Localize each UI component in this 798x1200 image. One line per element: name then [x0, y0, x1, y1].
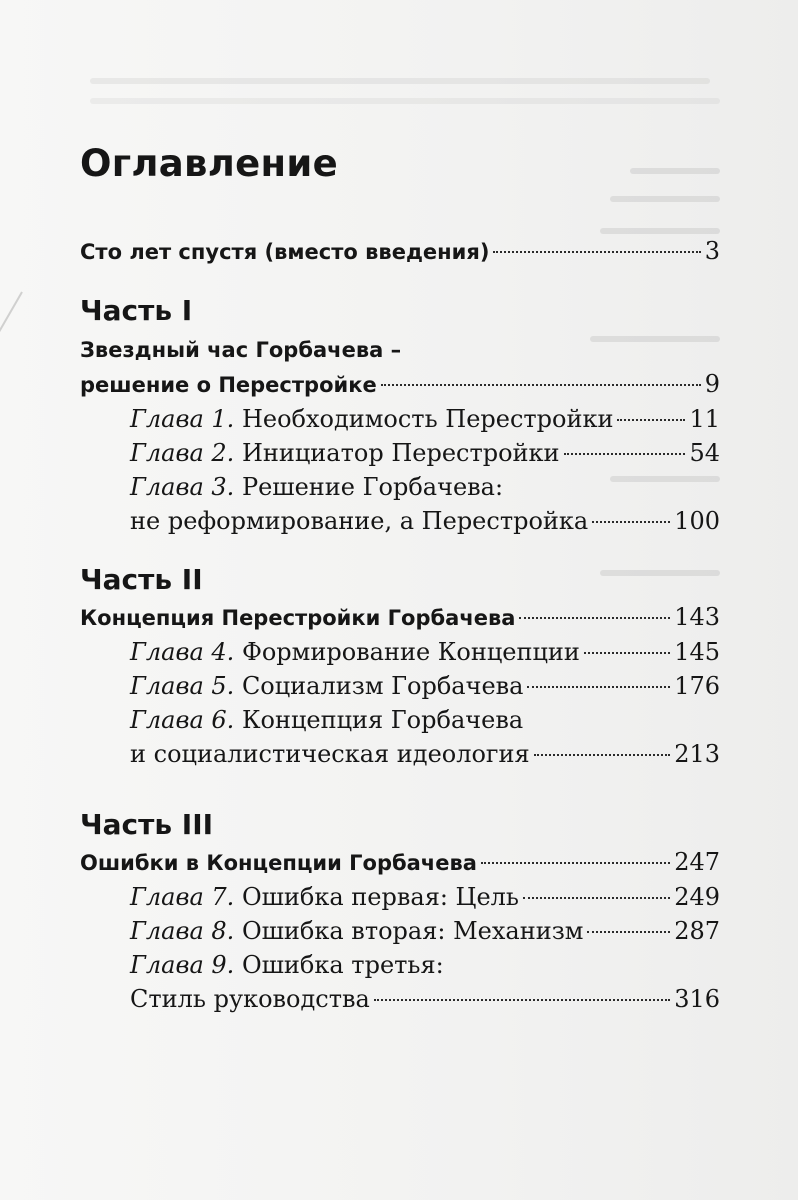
- dot-leader: [481, 862, 670, 864]
- page-number: 249: [674, 883, 720, 911]
- page-number: 213: [674, 740, 720, 768]
- chapter-label: Глава 4.: [130, 638, 235, 666]
- dot-leader: [584, 652, 670, 654]
- part-heading: Часть II: [80, 563, 203, 596]
- part-title-line: решение о Перестройке: [80, 373, 377, 397]
- dot-leader: [519, 617, 670, 619]
- page-number: 247: [674, 848, 720, 876]
- dot-leader: [374, 999, 670, 1001]
- chapter-title: Необходимость Перестройки: [241, 405, 614, 433]
- page-number: 143: [674, 603, 720, 631]
- part-heading: Часть I: [80, 294, 193, 327]
- page-title: Оглавление: [80, 142, 339, 185]
- chapter-title: Ошибка третья:: [241, 951, 444, 979]
- chapter-title: Ошибка вторая: Механизм: [241, 917, 584, 945]
- chapter-title: Формирование Концепции: [241, 638, 580, 666]
- toc-entry-chapter-continued: [80, 982, 720, 1016]
- toc-entry-part: [80, 845, 720, 880]
- page-number: 3: [704, 237, 720, 265]
- part-heading: Часть III: [80, 808, 214, 841]
- toc-entry-chapter-continued: [80, 504, 720, 538]
- page-number: 9: [704, 370, 720, 398]
- page-number: 287: [674, 917, 720, 945]
- chapter-title: Ошибка первая: Цель: [241, 883, 519, 911]
- chapter-title: не реформирование, а Перестройка: [130, 507, 589, 535]
- chapter-title: Концепция Горбачева: [241, 706, 524, 734]
- toc-entry-chapter: [80, 914, 720, 948]
- dot-leader: [587, 931, 670, 933]
- chapter-label: Глава 6.: [130, 706, 235, 734]
- dot-leader: [534, 754, 671, 756]
- part-title-line: Звездный час Горбачева –: [80, 338, 402, 362]
- page-number: 54: [689, 439, 720, 467]
- chapter-title: и социалистическая идеология: [130, 740, 530, 768]
- table-of-contents: [80, 138, 720, 1016]
- chapter-label: Глава 1.: [130, 405, 235, 433]
- part-title-line: Концепция Перестройки Горбачева: [80, 606, 516, 630]
- chapter-title: Инициатор Перестройки: [241, 439, 560, 467]
- part-title-line: Ошибки в Концепции Горбачева: [80, 851, 477, 875]
- toc-entry-chapter-continued: [80, 737, 720, 771]
- dot-leader: [381, 384, 701, 386]
- toc-entry-chapter: [80, 703, 720, 737]
- dot-leader: [564, 453, 686, 455]
- toc-entry-intro: [80, 234, 720, 269]
- toc-entry-chapter: [80, 470, 720, 504]
- toc-entry-part: [80, 600, 720, 635]
- dot-leader: [617, 419, 685, 421]
- bleed-through: [90, 98, 720, 104]
- toc-entry-chapter: [80, 635, 720, 669]
- chapter-label: Глава 5.: [130, 672, 235, 700]
- bleed-through: [90, 78, 710, 84]
- chapter-label: Глава 7.: [130, 883, 235, 911]
- page-number: 176: [674, 672, 720, 700]
- gutter-mark: [0, 292, 23, 345]
- chapter-label: Глава 9.: [130, 951, 235, 979]
- chapter-title: Социализм Горбачева: [241, 672, 524, 700]
- toc-entry-chapter: [80, 402, 720, 436]
- dot-leader: [527, 686, 670, 688]
- toc-entry-chapter: [80, 669, 720, 703]
- toc-entry-chapter: [80, 948, 720, 982]
- entry-title: Сто лет спустя (вместо введения): [80, 240, 490, 264]
- chapter-label: Глава 2.: [130, 439, 235, 467]
- toc-entry-part: [80, 367, 720, 402]
- dot-leader: [592, 521, 670, 523]
- page-number: 316: [674, 985, 720, 1013]
- page-number: 100: [674, 507, 720, 535]
- dot-leader: [493, 251, 700, 253]
- page-number: 145: [674, 638, 720, 666]
- toc-entry-chapter: [80, 436, 720, 470]
- dot-leader: [523, 897, 670, 899]
- page-number: 11: [689, 405, 720, 433]
- chapter-title: Стиль руководства: [130, 985, 370, 1013]
- chapter-title: Решение Горбачева:: [241, 473, 504, 501]
- chapter-label: Глава 3.: [130, 473, 235, 501]
- chapter-label: Глава 8.: [130, 917, 235, 945]
- toc-entry-chapter: [80, 880, 720, 914]
